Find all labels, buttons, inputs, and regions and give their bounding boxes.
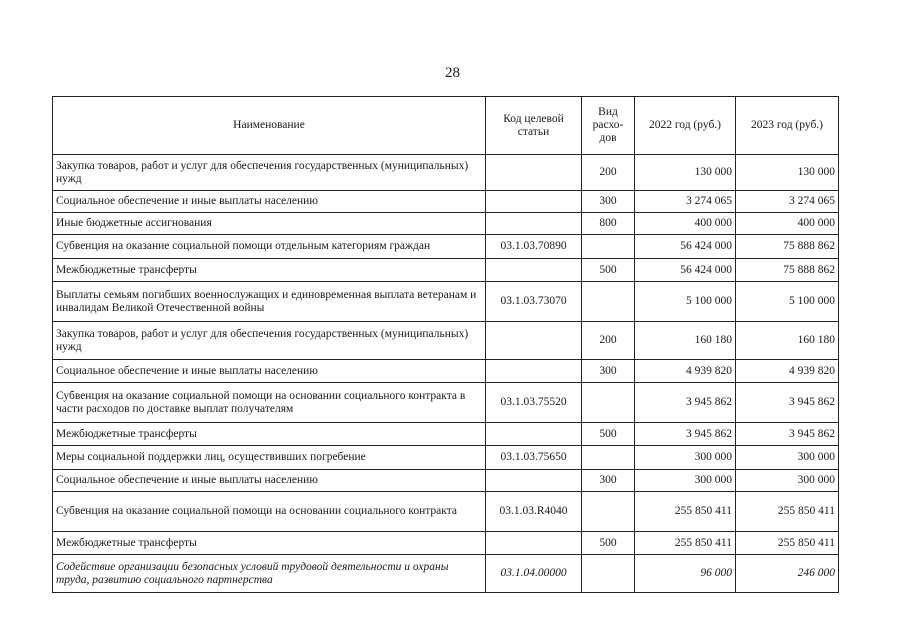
row-2022: 96 000 [635, 555, 736, 593]
row-name: Закупка товаров, работ и услуг для обеспечения государственных (муниципальных) нужд [53, 322, 486, 360]
row-kind [582, 235, 635, 259]
row-kind [582, 383, 635, 423]
row-name: Социальное обеспечение и иные выплаты населению [53, 191, 486, 213]
header-2023: 2023 год (руб.) [736, 97, 839, 155]
row-2022: 300 000 [635, 446, 736, 470]
row-kind [582, 282, 635, 322]
table-row [53, 235, 839, 259]
row-2023: 400 000 [736, 213, 839, 235]
row-kind [582, 446, 635, 470]
row-name: Субвенция на оказание социальной помощи на основании социального контракта в части расходов по доставке выплат получателям [53, 383, 486, 423]
row-2022: 300 000 [635, 470, 736, 492]
table-header-row [53, 97, 839, 155]
row-code: 03.1.03.75520 [486, 383, 582, 423]
row-name: Межбюджетные трансферты [53, 532, 486, 555]
row-2023: 3 274 065 [736, 191, 839, 213]
row-code [486, 155, 582, 191]
table-row [53, 213, 839, 235]
table-row [53, 191, 839, 213]
header-name: Наименование [53, 97, 486, 155]
row-2022: 56 424 000 [635, 235, 736, 259]
row-2023: 75 888 862 [736, 235, 839, 259]
row-2022: 3 945 862 [635, 383, 736, 423]
row-2023: 5 100 000 [736, 282, 839, 322]
budget-table [52, 96, 839, 593]
row-name: Иные бюджетные ассигнования [53, 213, 486, 235]
row-code: 03.1.03.70890 [486, 235, 582, 259]
row-2023: 300 000 [736, 470, 839, 492]
header-kind: Вид расхо-дов [582, 97, 635, 155]
row-2023: 160 180 [736, 322, 839, 360]
row-2022: 3 945 862 [635, 423, 736, 446]
row-2022: 400 000 [635, 213, 736, 235]
row-2022: 3 274 065 [635, 191, 736, 213]
row-name: Социальное обеспечение и иные выплаты населению [53, 470, 486, 492]
row-code [486, 322, 582, 360]
row-2022: 130 000 [635, 155, 736, 191]
row-name: Закупка товаров, работ и услуг для обеспечения государственных (муниципальных) нужд [53, 155, 486, 191]
row-code [486, 191, 582, 213]
row-code [486, 532, 582, 555]
row-2022: 4 939 820 [635, 360, 736, 383]
row-code: 03.1.03.R4040 [486, 492, 582, 532]
table-row [53, 532, 839, 555]
row-2023: 300 000 [736, 446, 839, 470]
table-row [53, 492, 839, 532]
table-row [53, 555, 839, 593]
row-kind: 300 [582, 360, 635, 383]
row-2022: 255 850 411 [635, 532, 736, 555]
row-kind: 500 [582, 532, 635, 555]
row-kind: 200 [582, 155, 635, 191]
row-2023: 75 888 862 [736, 259, 839, 282]
header-2022: 2022 год (руб.) [635, 97, 736, 155]
row-kind: 800 [582, 213, 635, 235]
row-2022: 160 180 [635, 322, 736, 360]
row-code: 03.1.03.73070 [486, 282, 582, 322]
row-name: Субвенция на оказание социальной помощи на основании социального контракта [53, 492, 486, 532]
page-number: 28 [445, 65, 460, 81]
row-2023: 3 945 862 [736, 383, 839, 423]
row-code: 03.1.04.00000 [486, 555, 582, 593]
row-kind: 300 [582, 191, 635, 213]
table-row [53, 446, 839, 470]
row-2022: 5 100 000 [635, 282, 736, 322]
row-2023: 4 939 820 [736, 360, 839, 383]
row-2023: 246 000 [736, 555, 839, 593]
row-name: Субвенция на оказание социальной помощи отдельным категориям граждан [53, 235, 486, 259]
row-code [486, 423, 582, 446]
table-row [53, 322, 839, 360]
row-name: Социальное обеспечение и иные выплаты населению [53, 360, 486, 383]
row-2023: 130 000 [736, 155, 839, 191]
row-name: Содействие организации безопасных условий трудовой деятельности и охраны труда, развитию социального партнерства [53, 555, 486, 593]
row-name: Межбюджетные трансферты [53, 423, 486, 446]
row-code [486, 470, 582, 492]
row-2023: 255 850 411 [736, 492, 839, 532]
row-name: Выплаты семьям погибших военнослужащих и единовременная выплата ветеранам и инвалидам Великой Отечественной войны [53, 282, 486, 322]
row-kind: 200 [582, 322, 635, 360]
row-code [486, 360, 582, 383]
table-row [53, 360, 839, 383]
table-row [53, 470, 839, 492]
row-kind: 500 [582, 259, 635, 282]
row-kind: 300 [582, 470, 635, 492]
header-code: Код целевой статьи [486, 97, 582, 155]
row-2022: 56 424 000 [635, 259, 736, 282]
row-2023: 3 945 862 [736, 423, 839, 446]
table-row [53, 282, 839, 322]
row-kind [582, 492, 635, 532]
row-code [486, 213, 582, 235]
row-2023: 255 850 411 [736, 532, 839, 555]
row-2022: 255 850 411 [635, 492, 736, 532]
table-row [53, 259, 839, 282]
row-code: 03.1.03.75650 [486, 446, 582, 470]
table-row [53, 155, 839, 191]
row-name: Межбюджетные трансферты [53, 259, 486, 282]
table-row [53, 383, 839, 423]
row-name: Меры социальной поддержки лиц, осуществивших погребение [53, 446, 486, 470]
row-kind [582, 555, 635, 593]
table-row [53, 423, 839, 446]
row-kind: 500 [582, 423, 635, 446]
row-code [486, 259, 582, 282]
